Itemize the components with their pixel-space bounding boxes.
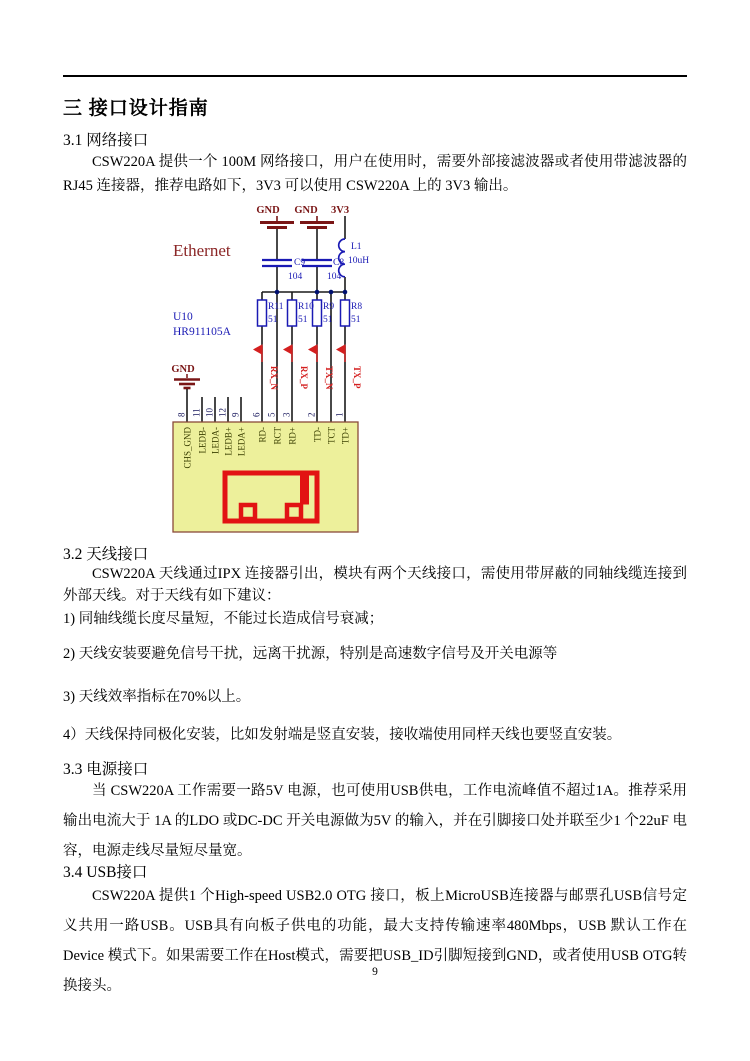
resistor-r11-ref: R11 xyxy=(268,302,284,312)
resistor-r8-value: 51 xyxy=(351,315,361,325)
resistor-r9-value: 51 xyxy=(323,315,333,325)
pin-number-11: 11 xyxy=(191,408,202,417)
pin-number-2: 2 xyxy=(306,412,317,417)
pin-name-td-plus: TD+ xyxy=(340,427,351,445)
section-3-3-body: 当 CSW220A 工作需要一路5V 电源，也可使用USB供电，工作电流峰值不超过1A。推荐采用输出电流大于 1A 的LDO 或DC-DC 开关电源做为5V 的输入，并在引脚接口处并联至少1 个22uF 电容，电源走线尽量短尽量宽。 xyxy=(63,783,687,859)
capacitor-c8-value: 104 xyxy=(327,272,342,282)
page-number: 9 xyxy=(372,966,378,978)
ground-symbol-2 xyxy=(300,216,334,228)
resistor-r9-ref: R9 xyxy=(323,302,335,312)
antenna-tip-4: 4）天线保持同极化安装，比如发射端是竖直安装，接收端使用同样天线也要竖直安装。 xyxy=(63,727,622,743)
pin-name-leda-plus: LEDA+ xyxy=(236,427,247,457)
connector-designator: U10 xyxy=(173,311,193,323)
pin-number-6: 6 xyxy=(251,412,262,417)
chapter-heading: 三 接口设计指南 xyxy=(63,98,209,119)
resistor-r8-ref: R8 xyxy=(351,302,363,312)
pin-number-9: 9 xyxy=(230,412,241,417)
capacitor-c8-plates xyxy=(302,260,332,266)
net-label-tx-p: TX_P xyxy=(352,366,362,389)
inductor-ref: L1 xyxy=(351,242,362,252)
net-label-rx-n: RX_N xyxy=(269,366,279,390)
pin-name-rct: RCT xyxy=(272,427,283,445)
gnd-label-left: GND xyxy=(171,364,195,375)
section-3-1-body: CSW220A 提供一个 100M 网络接口，用户在使用时，需要外部接滤波器或者使用带滤波器的 RJ45 连接器，推荐电路如下，3V3 可以使用 CSW220A 上的 3V3 输出。 xyxy=(63,154,687,194)
pin-name-ledb-plus: LEDB+ xyxy=(223,427,234,456)
antenna-tip-1: 1) 同轴线缆长度尽量短，不能过长造成信号衰减； xyxy=(63,611,384,627)
pin-number-1: 1 xyxy=(334,412,345,417)
inductor-value: 10uH xyxy=(348,256,370,266)
section-3-4-body: CSW220A 提供1 个High-speed USB2.0 OTG 接口，板上MicroUSB连接器与邮票孔USB信号定义共用一路USB。USB具有向板子供电的功能，最大支持传输速率480Mbps，USB 默认工作在Device 模式下。如果需要工作在Host模式，需要把USB_ID引脚短接到GND，或者使用USB OTG转换接头。 xyxy=(63,888,687,994)
pin-name-td-minus: TD- xyxy=(312,427,323,442)
pin-name-chs-gnd: CHS_GND xyxy=(182,427,193,469)
schematic-caption: Ethernet xyxy=(173,241,231,260)
capacitor-c9-ref: C9 xyxy=(294,258,306,268)
resistor-r10-value: 51 xyxy=(298,315,308,325)
section-3-4-title: 3.4 USB接口 xyxy=(63,864,148,881)
capacitor-c9-plates xyxy=(262,260,292,266)
connector-part-number: HR911105A xyxy=(173,326,231,338)
v33-label: 3V3 xyxy=(331,205,350,216)
gnd-label-top-right: GND xyxy=(294,205,318,216)
pin-name-rd-minus: RD- xyxy=(257,427,268,443)
ground-symbol-left xyxy=(174,374,200,388)
antenna-tip-3: 3) 天线效率指标在70%以上。 xyxy=(63,689,251,705)
pin-number-12: 12 xyxy=(217,408,228,417)
section-3-3-title: 3.3 电源接口 xyxy=(63,761,149,778)
resistor-r11-value: 51 xyxy=(268,315,278,325)
antenna-tip-2: 2) 天线安装要避免信号干扰，远离干扰源，特别是高速数字信号及开关电源等 xyxy=(63,646,558,662)
pin-name-leda-minus: LEDA- xyxy=(210,427,221,454)
gnd-label-top-left: GND xyxy=(256,205,280,216)
net-label-tx-n: TX_N xyxy=(324,366,334,390)
pin-name-ledb-minus: LEDB- xyxy=(197,427,208,454)
ground-symbol-1 xyxy=(260,216,294,228)
capacitor-c9-value: 104 xyxy=(288,272,303,282)
capacitor-c8-ref: C8 xyxy=(333,258,345,268)
pin-name-rd-plus: RD+ xyxy=(287,427,298,445)
pin-number-3: 3 xyxy=(281,412,292,417)
pin-name-tct: TCT xyxy=(326,427,337,444)
section-3-2-body: CSW220A 天线通过IPX 连接器引出，模块有两个天线接口，需使用带屏蔽的同轴线缆连接到外部天线。对于天线有如下建议： xyxy=(63,566,687,604)
header-rule xyxy=(63,75,687,77)
section-3-1-title: 3.1 网络接口 xyxy=(63,132,149,149)
pin-number-5: 5 xyxy=(266,412,277,417)
pin-number-8: 8 xyxy=(176,412,187,417)
resistor-r10-ref: R10 xyxy=(298,302,314,312)
section-3-2-title: 3.2 天线接口 xyxy=(63,546,149,563)
net-label-rx-p: RX_P xyxy=(299,366,309,389)
pin-number-10: 10 xyxy=(204,408,215,417)
ethernet-schematic-figure xyxy=(145,196,395,541)
